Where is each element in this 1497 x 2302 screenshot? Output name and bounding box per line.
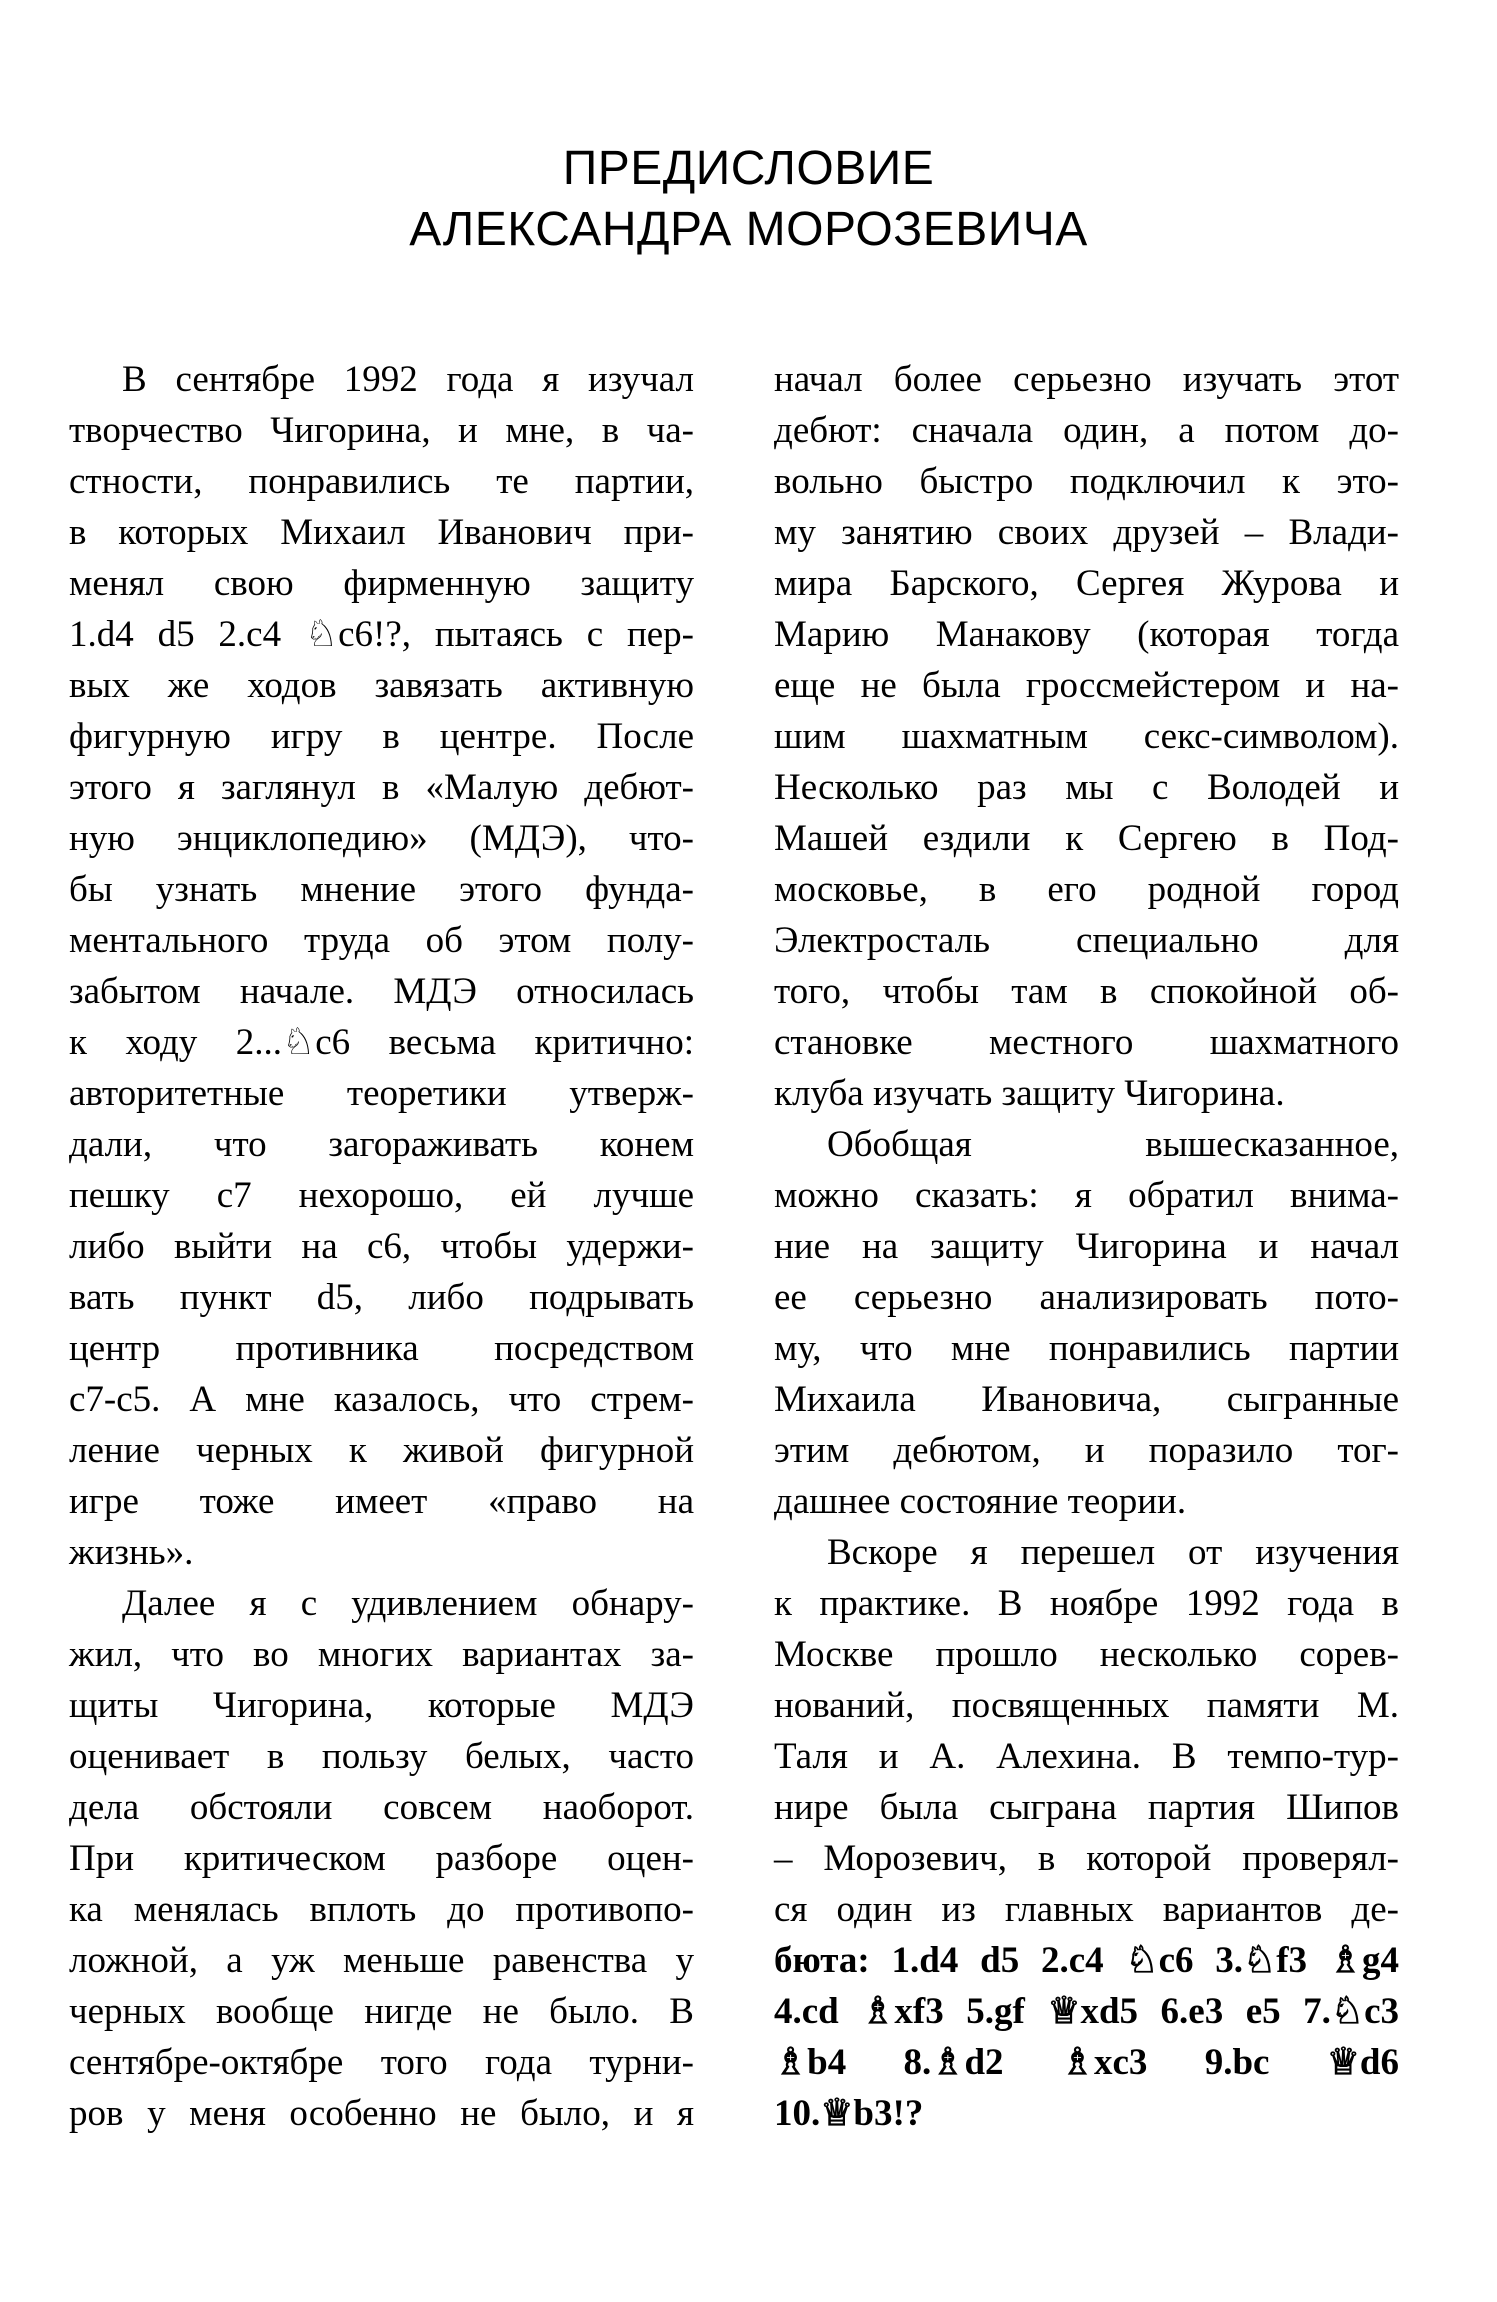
text-line: этим дебютом, и поразило тог- <box>774 1430 1399 1471</box>
text-line: ление черных к живой фигурной <box>69 1430 694 1471</box>
text-line: Вскоре я перешел от изучения <box>827 1532 1399 1573</box>
chapter-title <box>0 138 1497 260</box>
text-line: ♗b4 8.♗d2 ♗xc3 9.bc ♕d6 <box>774 2042 1399 2083</box>
text-line: Далее я с удивлением обнару- <box>122 1583 694 1624</box>
text-line: Обобщая вышесказанное, <box>827 1124 1399 1165</box>
text-line: Марию Манакову (которая тогда <box>774 614 1399 655</box>
text-line: ся один из главных вариантов де- <box>774 1889 1399 1930</box>
text-line: забытом начале. МДЭ относилась <box>69 971 694 1012</box>
text-line: Москве прошло несколько сорев- <box>774 1634 1399 1675</box>
text-line: либо выйти на c6, чтобы удержи- <box>69 1226 694 1267</box>
text-line: жил, что во многих вариантах за- <box>69 1634 694 1675</box>
text-line: авторитетные теоретики утверж- <box>69 1073 694 1114</box>
text-line: ров у меня особенно не было, и я <box>69 2093 694 2134</box>
text-line: дебют: сначала один, а потом до- <box>774 410 1399 451</box>
text-line: ложной, а уж меньше равенства у <box>69 1940 694 1981</box>
text-line: в которых Михаил Иванович при- <box>69 512 694 553</box>
text-line: ее серьезно анализировать пото- <box>774 1277 1399 1318</box>
text-line: пешку c7 нехорошо, ей лучше <box>69 1175 694 1216</box>
text-line: еще не была гроссмейстером и на- <box>774 665 1399 706</box>
text-line: оценивает в пользу белых, часто <box>69 1736 694 1777</box>
text-line: Михаила Ивановича, сыгранные <box>774 1379 1399 1420</box>
text-line: нований, посвященных памяти М. <box>774 1685 1399 1726</box>
text-line: менял свою фирменную защиту <box>69 563 694 604</box>
text-line: c7-c5. А мне казалось, что стрем- <box>69 1379 694 1420</box>
text-line: стности, понравились те партии, <box>69 461 694 502</box>
text-line: вольно быстро подключил к это- <box>774 461 1399 502</box>
text-line: московье, в его родной город <box>774 869 1399 910</box>
text-line: му занятию своих друзей – Влади- <box>774 512 1399 553</box>
text-line: этого я заглянул в «Малую дебют- <box>69 767 694 808</box>
text-line: становке местного шахматного <box>774 1022 1399 1063</box>
text-line: Машей ездили к Сергею в Под- <box>774 818 1399 859</box>
text-line: мира Барского, Сергея Журова и <box>774 563 1399 604</box>
text-line: 1.d4 d5 2.c4 ♘c6!?, пытаясь с пер- <box>69 614 694 655</box>
text-line: ка менялась вплоть до противопо- <box>69 1889 694 1930</box>
text-line: того, чтобы там в спокойной об- <box>774 971 1399 1012</box>
chapter-title-line-1: ПРЕДИСЛОВИЕ <box>562 142 935 195</box>
text-line: жизнь». <box>69 1532 194 1573</box>
text-line: вых же ходов завязать активную <box>69 665 694 706</box>
right-text-column <box>774 354 1399 2139</box>
left-text-column <box>69 354 694 2139</box>
chapter-title-line-2: АЛЕКСАНДРА МОРОЗЕВИЧА <box>409 203 1088 256</box>
text-line: нире была сыграна партия Шипов <box>774 1787 1399 1828</box>
text-line: дашнее состояние теории. <box>774 1481 1187 1522</box>
text-line: можно сказать: я обратил внима- <box>774 1175 1399 1216</box>
text-line: бюта: 1.d4 d5 2.c4 ♘c6 3.♘f3 ♗g4 <box>774 1940 1399 1981</box>
text-line: творчество Чигорина, и мне, в ча- <box>69 410 694 451</box>
text-line: При критическом разборе оцен- <box>69 1838 694 1879</box>
text-line: В сентябре 1992 года я изучал <box>122 359 694 400</box>
text-line: игре тоже имеет «право на <box>69 1481 694 1522</box>
text-line: к ходу 2...♘c6 весьма критично: <box>69 1022 694 1063</box>
text-line: ментального труда об этом полу- <box>69 920 694 961</box>
text-line: Несколько раз мы с Володей и <box>774 767 1399 808</box>
text-line: 10.♕b3!? <box>774 2093 924 2134</box>
text-line: бы узнать мнение этого фунда- <box>69 869 694 910</box>
text-line: фигурную игру в центре. После <box>69 716 694 757</box>
text-line: сентябре-октябре того года турни- <box>69 2042 694 2083</box>
text-line: – Морозевич, в которой проверял- <box>774 1838 1399 1879</box>
text-line: начал более серьезно изучать этот <box>774 359 1399 400</box>
text-line: щиты Чигорина, которые МДЭ <box>69 1685 694 1726</box>
text-line: черных вообще нигде не было. В <box>69 1991 694 2032</box>
text-line: ную энциклопедию» (МДЭ), что- <box>69 818 694 859</box>
text-line: центр противника посредством <box>69 1328 694 1369</box>
text-line: ние на защиту Чигорина и начал <box>774 1226 1399 1267</box>
text-line: 4.cd ♗xf3 5.gf ♕xd5 6.e3 e5 7.♘c3 <box>774 1991 1399 2032</box>
text-line: Таля и А. Алехина. В темпо-тур- <box>774 1736 1399 1777</box>
text-line: дела обстояли совсем наоборот. <box>69 1787 694 1828</box>
text-line: к практике. В ноябре 1992 года в <box>774 1583 1399 1624</box>
text-line: му, что мне понравились партии <box>774 1328 1399 1369</box>
text-line: Электросталь специально для <box>774 920 1399 961</box>
text-line: вать пункт d5, либо подрывать <box>69 1277 694 1318</box>
text-line: шим шахматным секс-символом). <box>774 716 1399 757</box>
text-line: клуба изучать защиту Чигорина. <box>774 1073 1285 1114</box>
text-line: дали, что загораживать конем <box>69 1124 694 1165</box>
